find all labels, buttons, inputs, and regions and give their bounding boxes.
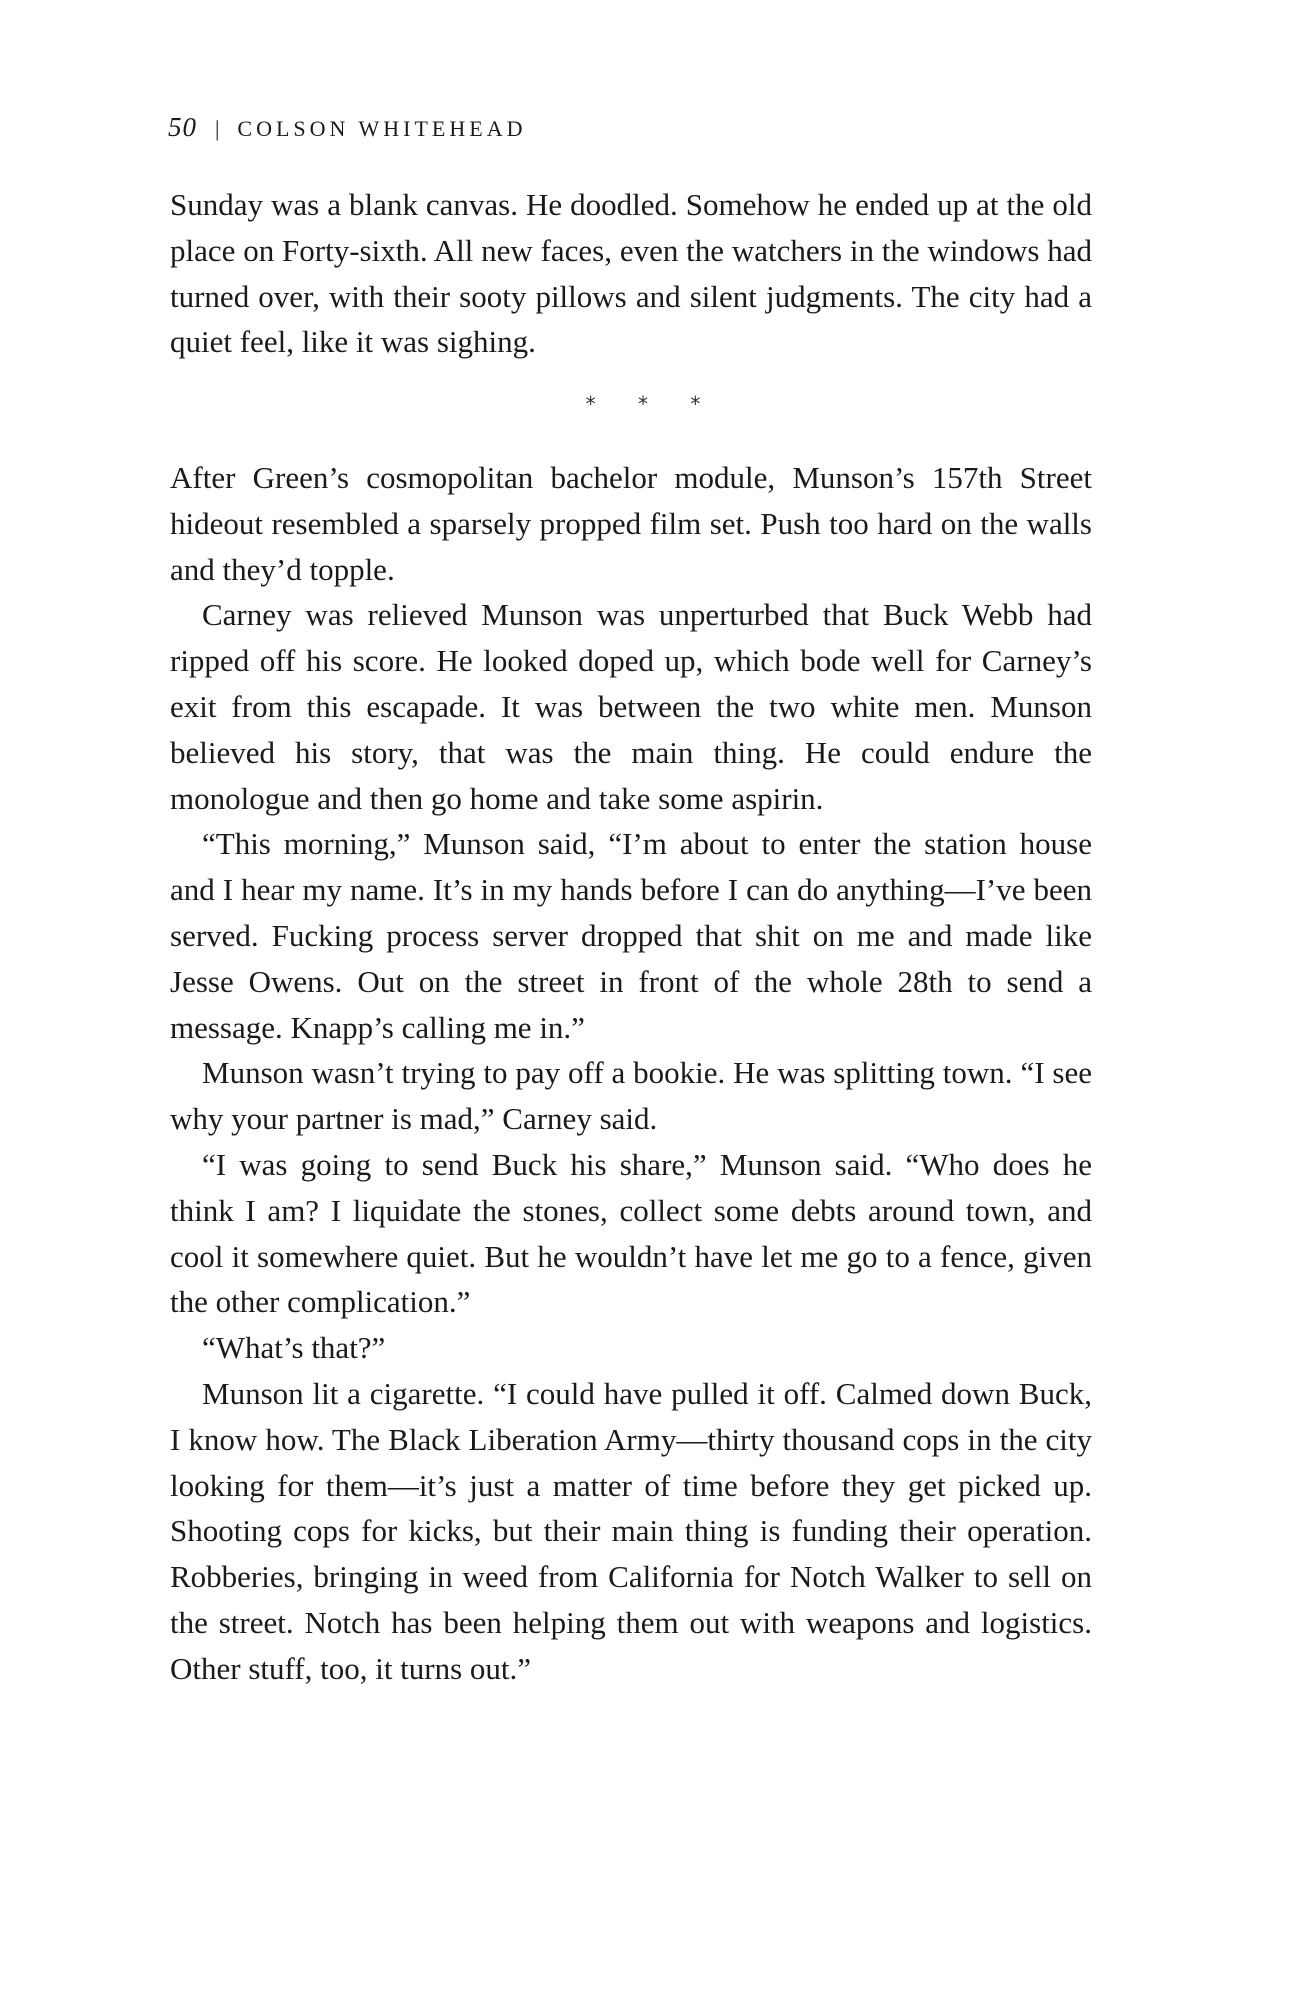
paragraph: “I was going to send Buck his share,” Munson said. “Who does he think I am? I liquidate the stones, collect some debts around town, and cool it somewhere quiet. But he wouldn’t have let me go to a fence, given the other complication.”: [170, 1146, 1092, 1320]
text-block-before-break: [170, 182, 1092, 365]
text-block-after-break: [170, 455, 1092, 1692]
header-separator: |: [215, 116, 220, 141]
paragraph: After Green’s cosmopolitan bachelor module, Munson’s 157th Street hideout resembled a sparsely propped film set. Push too hard on the walls and they’d topple.: [170, 460, 1092, 587]
author-name: COLSON WHITEHEAD: [237, 116, 527, 141]
page-number: 50: [168, 112, 197, 142]
paragraph: Carney was relieved Munson was unperturbed that Buck Webb had ripped off his score. He looked doped up, which bode well for Carney’s exit from this escapade. It was between the two white men. Munson believed his story, that was the main thing. He could endure the monologue and then go home and take some aspirin.: [170, 597, 1092, 816]
paragraph: Munson lit a cigarette. “I could have pulled it off. Calmed down Buck, I know how. The Black Liberation Army—thirty thousand cops in the city looking for them—it’s just a matter of time before they get picked up. Shooting cops for kicks, but their main thing is funding their operation. Robberies, bringing in weed from California for Notch Walker to sell on the street. Notch has been helping them out with weapons and logistics. Other stuff, too, it turns out.”: [170, 1375, 1092, 1686]
running-head: [168, 112, 526, 143]
paragraph: Munson wasn’t trying to pay off a bookie. He was splitting town. “I see why your partner is mad,” Carney said.: [170, 1055, 1092, 1137]
section-break: * * *: [585, 392, 719, 416]
paragraph: Sunday was a blank canvas. He doodled. Somehow he ended up at the old place on Forty-sixth. All new faces, even the watchers in the windows had turned over, with their sooty pillows and silent judgments. The city had a quiet feel, like it was sighing.: [170, 187, 1092, 360]
paragraph: “What’s that?”: [202, 1330, 386, 1366]
paragraph: “This morning,” Munson said, “I’m about to enter the station house and I hear my name. It’s in my hands before I can do anything—I’ve been served. Fucking process server dropped that shit on me and made like Jesse Owens. Out on the street in front of the whole 28th to send a message. Knapp’s calling me in.”: [170, 826, 1092, 1045]
